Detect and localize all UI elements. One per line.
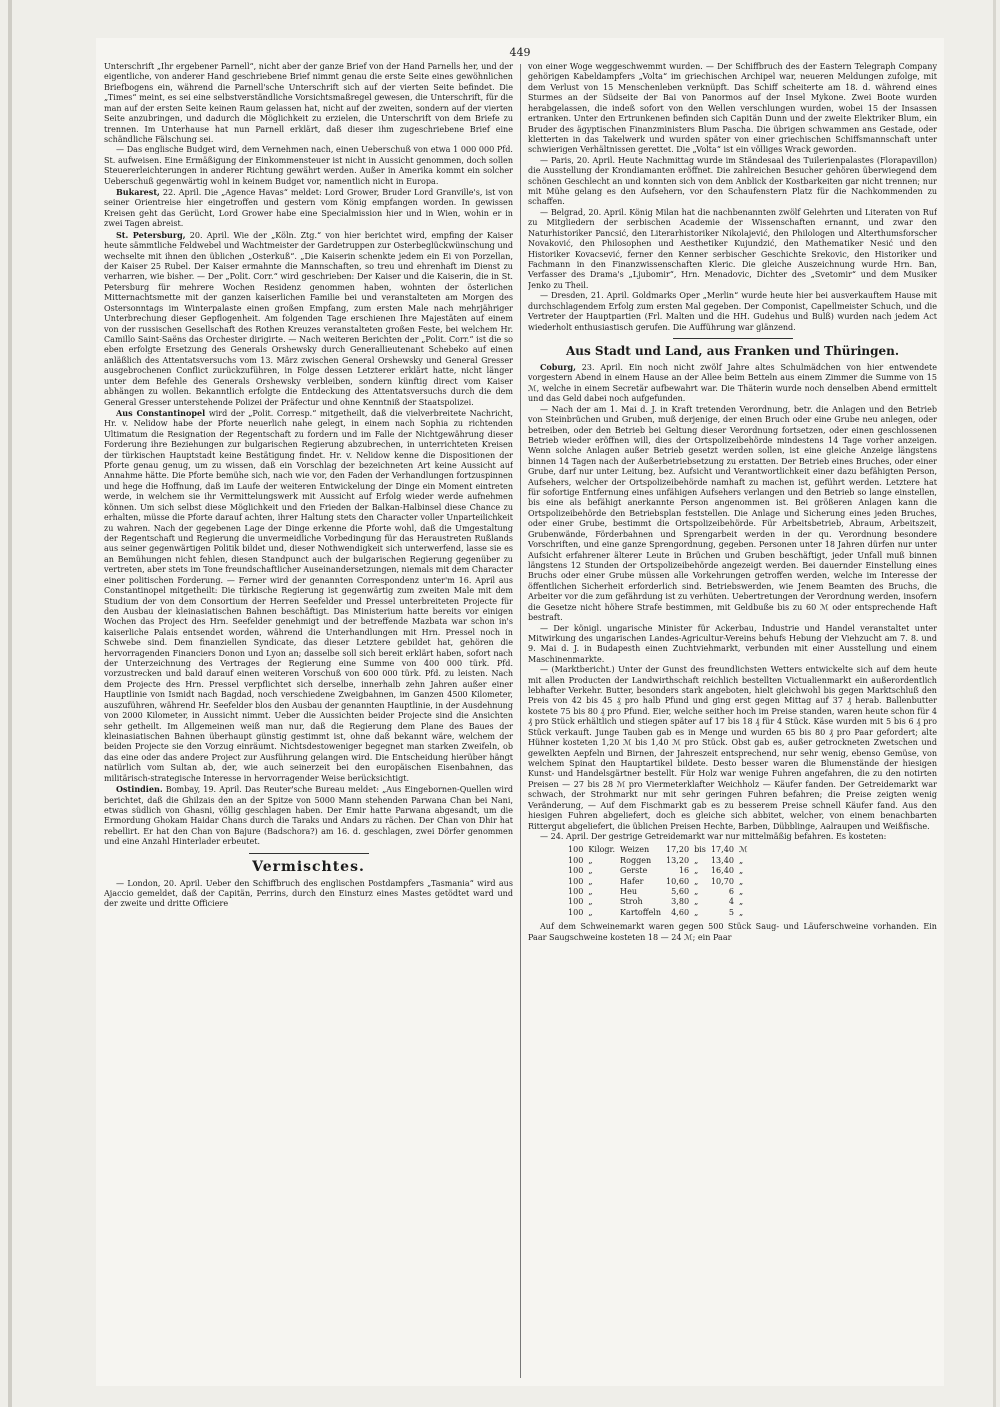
table-cell: Heu bbox=[620, 887, 638, 896]
article-text: Unterschrift „Ihr ergebener Parnell“, nicht aber der ganze Brief von der Hand Parnells her, und der eigentliche, von anderer Hand geschriebene Brief nimmt genau die erste Seite eines gewöhnlichen Briefbogens ein, während die Parnell'sche Unterschrift sich auf der vierten Seite befindet. Die „Times“ meint, es sei eine selbstverständliche Vorsichtsmaßregel gewesen, die Unterschrift, für die man auf der ersten Seite keinen Raum gelassen hat, nicht auf der zweiten, sondern auf der vierten Seite anzubringen, und dadurch die Möglichkeit zu erzielen, die Unterschrift von dem Briefe zu trennen. Im Unterhause hat nun Parnell erklärt, daß dieser ihm zugeschriebene Brief eine schändliche Fälschung sei. bbox=[104, 62, 513, 144]
table-cell: 16 bbox=[678, 866, 690, 876]
table-cell: 100 bbox=[568, 855, 584, 865]
table-cell: „ bbox=[694, 866, 699, 876]
table-cell: Gerste bbox=[620, 866, 648, 876]
article-text: Bombay, 19. April. Das Reuter'sche Bureau meldet: „Aus Eingebornen-Quellen wird berichtet, daß die Ghilzais den an der Spitze von 5000 Mann stehenden Parwana Chan bei Nani, etwas südlich von Ghasni, völlig geschlagen haben. Der Emir hatte Parwana abgesandt, um die Ermordung Ghokam Haidar Chans durch die Taraks und Andars zu rächen. Der Chan von Dhir hat rebellirt. Er hat den Chan von Bajure (Badschora?) am 16. d. geschlagen, zwei Dörfer genommen und eine Anzahl Hinterlader erbeutet. bbox=[104, 785, 513, 847]
table-row bbox=[568, 877, 753, 887]
table-cell: Kilogr. bbox=[588, 845, 616, 855]
table-cell: „ bbox=[588, 876, 593, 886]
section-rule bbox=[249, 853, 369, 854]
article-dateline: Bukarest, bbox=[116, 187, 160, 198]
table-cell: 5,60 bbox=[671, 887, 690, 896]
table-cell: 6 bbox=[728, 887, 734, 896]
table-cell: „ bbox=[694, 855, 699, 865]
article-text: 23. April. Ein noch nicht zwölf Jahre altes Schulmädchen von hier entwendete vorgestern Abend in einem Hause an der Allee beim Betteln aus einem Zimmer die Summe von 15 ℳ, welche in einem Secretär aufbewahrt war. Die Thäterin wurde noch denselben Abend ermittelt und das Geld dabei noch aufgefunden. bbox=[528, 362, 937, 404]
table-cell: 10,70 bbox=[710, 876, 734, 886]
table-cell: 100 bbox=[568, 876, 584, 886]
article-text: — 24. April. Der gestrige Getreidemarkt war nur mittelmäßig befahren. Es kosteten: bbox=[540, 831, 887, 841]
article-text: — Das englische Budget wird, dem Vernehmen nach, einen Ueberschuß von etwa 1 000 000 Pfd. St. aufweisen. Eine Ermäßigung der Einkommensteuer ist nicht in Aussicht genommen, doch sollen Steuererleichterungen in anderer Richtung gewährt werden. Außer in Amerika kommt ein solcher Ueberschuß gegenwärtig wohl in keinem Budget vor, namentlich nicht in Europa. bbox=[104, 145, 513, 186]
article-dateline: St. Petersburg, bbox=[116, 229, 186, 240]
table-cell: „ bbox=[694, 897, 699, 907]
table-cell: 17,20 bbox=[666, 845, 690, 855]
table-cell: „ bbox=[694, 887, 699, 896]
article-text: — Belgrad, 20. April. König Milan hat die nachbenannten zwölf Gelehrten und Literaten von Ruf zu Mitgliedern der serbischen Academie der Wissenschaften ernannt, und zwar den Naturhistoriker Pancsić, den Literarhistoriker Nikolajević, den Philologen und Alterthumsforscher Novaković, den Philosophen und Aesthetiker Kujundzić, den Mathematiker Nesić und den Historiker Kovacsević, ferner den Kenner serbischer Geschichte Srekovic, den Historiker und Fachmann in den Finanzwissenschaften Kleric. Die gleiche Auszeichnung wurde Hrn. Ban, Verfasser des Drama's „Ljubomir“, Hrn. Menadovic, Dichter des „Svetomir“ und dem Musiker Jenko zu Theil. bbox=[528, 207, 937, 290]
scan-edge-right bbox=[993, 0, 996, 1407]
table-cell: „ bbox=[738, 887, 744, 896]
table-cell: „ bbox=[738, 866, 744, 876]
article-paragraph bbox=[528, 832, 937, 842]
table-row bbox=[568, 887, 753, 897]
table-cell: 100 bbox=[568, 887, 584, 896]
article-paragraph bbox=[528, 922, 937, 943]
article-dateline: Aus Constantinopel bbox=[116, 407, 206, 418]
table-row bbox=[568, 897, 753, 907]
article-text: — Nach der am 1. Mai d. J. in Kraft tretenden Verordnung, betr. die Anlagen und den Betrieb von Steinbrüchen und Gruben, muß derjenige, der einen Bruch oder eine Grube neu anlegen, oder betreiben, oder den Betrieb bei Geltung dieser Verordnung fortsetzen, oder einen geschlossenen Betrieb wieder eröffnen will, dies der Ortspolizeibehörde mindestens 14 Tage vorher anzeigen. Wenn solche Anlagen außer Betrieb gesetzt werden sollen, ist eine gleiche Anzeige längstens binnen 14 Tagen nach der Außerbetriebsetzung zu erstatten. Der Betrieb eines Bruches, oder einer Grube, darf nur unter Leitung, bez. Aufsicht und Verantwortlichkeit einer dazu befähigten Person, Aufsehers, welcher der Ortspolizeibehörde namhaft zu machen ist, geführt werden. Letztere hat für sofortige Entfernung eines unfähigen Aufsehers verlangen und den Betrieb so lange einstellen, bis eine als befähigt anerkannte Person angenommen ist. Bei größeren Anlagen kann die Ortspolizeibehörde den Betriebsplan feststellen. Die Anlage und Sicherung eines jeden Bruches, oder einer Grube, bestimmt die Ortspolizeibehörde. Für Arbeitsbetrieb, Abraum, Arbeitszeit, Grubenwände, Förderbahnen und Sprengarbeit werden in der qu. Verordnung besondere Vorschriften, und eine ganze Sprengordnung, gegeben. Personen unter 18 Jahren dürfen nur unter Aufsicht erfahrener älterer Leute in Brüchen und Gruben beschäftigt, jeder Unfall muß binnen längstens 12 Stunden der Ortspolizeibehörde angezeigt werden. Bei dauernder Einstellung eines Bruchs oder einer Grube müssen alle Vorkehrungen getroffen werden, welche im Interesse der öffentlichen Sicherheit erforderlich sind. Betriebswerden, wie Jenem Beamten des Bruchs, die Arbeiter vor die zum gefährdung ist zu verhüten. Uebertretungen der Verordnung werden, insofern die Gesetze nicht höhere Strafe bestimmen, mit Geldbuße bis zu 60 ℳ oder entsprechende Haft bestraft. bbox=[528, 404, 937, 623]
table-cell: Hafer bbox=[620, 876, 644, 886]
column-divider bbox=[520, 64, 521, 1378]
table-row bbox=[568, 856, 753, 866]
table-cell: 100 bbox=[568, 845, 584, 855]
table-cell: „ bbox=[694, 907, 699, 917]
table-cell: 3,80 bbox=[671, 897, 690, 907]
article-paragraph bbox=[528, 291, 937, 333]
table-cell: „ bbox=[694, 876, 699, 886]
table-cell: Roggen bbox=[620, 855, 652, 865]
table-cell: ℳ bbox=[738, 845, 748, 855]
article-paragraph bbox=[104, 408, 513, 784]
article-text: — (Marktbericht.) Unter der Gunst des freundlichsten Wetters entwickelte sich auf dem heute mit allen Producten der Landwirthschaft reichlich bestellten Victualienmarkt ein außerordentlich lebhafter Verkehr. Butter, besonders stark angeboten, hielt gleichwohl bis gegen Marktschluß den Preis von 42 bis 45 ₰ pro halb Pfund und ging erst gegen Mittag auf 37 ₰ herab. Ballenbutter kostete 75 bis 80 ₰ pro Pfund. Eier, welche seither hoch im Preise standen, waren heute schon für 4 ₰ pro Stück erhältlich und stiegen später auf 17 bis 18 ₰ für 4 Stück. Käse wurden mit 5 bis 6 ₰ pro Stück verkauft. Junge Tauben gab es in Menge und wurden 65 bis 80 ₰ pro Paar gefordert; alte Hühner kosteten 1,20 ℳ bis 1,40 ℳ pro Stück. Obst gab es, außer getrockneten Zwetschen und gewelkten Aepfeln und Birnen, der Jahreszeit entsprechend, nur sehr wenig, ebenso Gemüse, von welchem Spinat den Hauptartikel bildete. Desto besser waren die Blumenstände der hiesigen Kunst- und Handelsgärtner bestellt. Für Holz war wenige Fuhren angefahren, die zu den notirten Preisen — 27 bis 28 ℳ pro Viermeterklafter Weichholz — Käufer fanden. Der Getreidemarkt war schwach, der Strohmarkt nur mit sehr geringen Fuhren befahren; die Preise zeigten wenig Veränderung, — Auf dem Fischmarkt gab es zu besserem Preise schnell Käufer fand. Aus den hiesigen Fuhren abgeliefert, doch es gleiche sich abbitet, welcher, von einem benachbarten Rittergut abgeliefert, die üblichen Preisen Hechte, Barben, Dübblinge, Aalraupen und Weißfische. bbox=[528, 665, 937, 831]
table-cell: 13,20 bbox=[666, 855, 690, 865]
table-cell: „ bbox=[738, 855, 744, 865]
article-text: — Paris, 20. April. Heute Nachmittag wurde im Ständesaal des Tuilerienpalastes (Florapavillon) die Ausstellung der Krondiamanten eröffnet. Die zahlreichen Besucher gehören überwiegend dem schönen Geschlecht an und konnten sich von dem Anblick der Kostbarkeiten gar nicht trennen; nur mit Mühe gelang es den Aufsehern, vor den Schaufenstern Platz für die Nachkommenden zu schaffen. bbox=[528, 155, 937, 207]
table-cell: 100 bbox=[568, 866, 584, 876]
article-paragraph bbox=[528, 208, 937, 291]
article-paragraph bbox=[528, 405, 937, 624]
article-paragraph bbox=[528, 156, 937, 208]
article-text: — Dresden, 21. April. Goldmarks Oper „Merlin“ wurde heute hier bei ausverkauftem Hause mit durchschlagendem Erfolg zum ersten Mal gegeben. Der Componist, Capellmeister Schuch, und die Vertreter der Hauptpartien (Frl. Malten und die HH. Gudehus und Bulß) wurden nach jedem Act wiederholt enthusiastisch gerufen. Die Aufführung war glänzend. bbox=[528, 291, 937, 332]
article-paragraph bbox=[104, 62, 513, 145]
left-column bbox=[104, 62, 513, 1378]
table-row bbox=[568, 866, 753, 876]
table-cell: „ bbox=[738, 897, 744, 907]
table-cell: Weizen bbox=[620, 845, 650, 855]
article-text: — Der königl. ungarische Minister für Ackerbau, Industrie und Handel veranstaltet unter Mitwirkung des ungarischen Landes-Agricultur-Vereins behufs Hebung der Viehzucht am 7. 8. und 9. Mai d. J. in Budapesth einen Zuchtviehmarkt, verbunden mit einer Ausstellung und einem Maschinenmarkte. bbox=[528, 623, 937, 664]
right-column bbox=[528, 62, 937, 1378]
table-row bbox=[568, 845, 753, 855]
article-text: — London, 20. April. Ueber den Schiffbruch des englischen Postdampfers „Tasmania“ wird aus Ajaccio gemeldet, daß der Capitän, Perrins, durch den Einsturz eines Mastes getödtet ward und der zweite und dritte Officiere bbox=[104, 878, 513, 909]
table-cell: 100 bbox=[568, 897, 584, 907]
table-cell: 13,40 bbox=[710, 855, 734, 865]
article-dateline: Coburg, bbox=[540, 361, 576, 372]
page-number: 449 bbox=[509, 46, 531, 59]
table-cell: „ bbox=[588, 887, 593, 896]
table-cell: „ bbox=[588, 907, 593, 917]
table-cell: 17,40 bbox=[710, 845, 734, 855]
section-heading: Vermischtes. bbox=[252, 858, 365, 875]
article-paragraph bbox=[104, 145, 513, 187]
article-text: 20. April. Wie der „Köln. Ztg.“ von hier berichtet wird, empfing der Kaiser heute sämmtliche Feldwebel und Wachtmeister der Gardetruppen zur Osterbeglückwünschung und wechselte mit ihnen den üblichen „Osterkuß“. „Die Kaiserin schenkte jedem ein Ei von Porzellan, der Kaiser 25 Rubel. Der Kaiser ermahnte die Mannschaften, so treu und ehrenhaft im Dienst zu verharren, wie bisher. — Der „Polit. Corr.“ wird geschrieben: Der Kaiser und die Kaiserin, die in St. Petersburg für mehrere Wochen Residenz genommen haben, wohnten der österlichen Mitternachtsmette mit der ganzen kaiserlichen Familie bei und veranstalteten am Morgen des Ostersonntags im Winterpalaste einen großen Empfang, zum ersten Male nach mehrjähriger Unterbrechung dieser Gepflogenheit. Am folgenden Tage erschienen Ihre Majestäten auf einem von der russischen Gesellschaft des Rothen Kreuzes veranstalteten großen Feste, bei welchem Hr. Camillo Saint-Saëns das Orchester dirigirte. — Nach weiteren Berichten der „Polit. Corr.“ ist die so eben erfolgte Ersetzung des Generals Orshewsky durch Generallieutenant Schebeko auf einen anläßlich des Attentatsversuchs vom 13. März zwischen General Orshewsky und General Gresser ausgebrochenen Conflict zurückzuführen, in Folge dessen Letzterer erklärt hatte, nicht länger unter dem Befehle des Generals Orshewsky verbleiben, sondern künftig direct vom Kaiser abhängen zu wollen. Bekanntlich erfolgte die Entdeckung des Attentatsversuchs durch die dem General Gresser unterstehende Polizei der Präfectur und ohne Kenntniß der Staatspolizei. bbox=[104, 230, 513, 407]
table-cell: Stroh bbox=[620, 897, 643, 907]
table-cell: 16,40 bbox=[710, 866, 734, 876]
table-row bbox=[568, 908, 753, 918]
article-paragraph bbox=[104, 784, 513, 848]
article-paragraph bbox=[528, 665, 937, 832]
grain-price-table bbox=[568, 845, 753, 918]
article-text: wird der „Polit. Corresp.“ mitgetheilt, daß die vielverbreitete Nachricht, Hr. v. Nelidow habe der Pforte neuerlich nahe gelegt, in einem nach Sophia zu richtenden Ultimatum die Resignation der Regentschaft zu fordern und im Falle der Nichtgewährung dieser Forderung ihre Beziehungen zur bulgarischen Regierung abzubrechen, in unterrichteten Kreisen der türkischen Hauptstadt keine Bestätigung findet. Hr. v. Nelidow kenne die Dispositionen der Pforte genau genug, um zu wissen, daß ein Vorschlag der bezeichneten Art keine Aussicht auf Annahme hätte. Die Pforte bemühe sich, nach wie vor, den Faden der Verhandlungen fortzuspinnen und hege die Hoffnung, daß im Laufe der weiteren Entwickelung der Dinge ein Moment eintreten werde, in welchem sie ihr Vermittelungswerk mit Aussicht auf Erfolg wieder werde aufnehmen können. Um sich selbst diese Möglichkeit und den Frieden der Balkan-Halbinsel diese Chance zu erhalten, müsse die Pforte darauf achten, ihrer Haltung stets den Character voller Unparteilichkeit zu wahren. Nach der gegebenen Lage der Dinge erkenne die Pforte wohl, daß die Umgestaltung der Regentschaft und Regierung die unvermeidliche Vorbedingung für das Heraustreten Rußlands aus seiner gegenwärtigen Politik bildet und, dieser Nothwendigkeit sich unterwerfend, lasse sie es an Bemühungen nicht fehlen, diesen Standpunct auch der bulgarischen Regierung gegenüber zu vertreten, aber stets im Tone freundschaftlicher Auseinandersetzungen, niemals mit dem Character einer politischen Forderung. — Ferner wird der genannten Correspondenz unter'm 16. April aus Constantinopel mitgetheilt: Die türkische Regierung ist gegenwärtig zum zweiten Male mit dem Studium der von dem Consortium der Herren Seefelder und Pressel unterbreiteten Projecte für den Ausbau der kleinasiatischen Bahnen beschäftigt. Das Ministerium hatte bereits vor einigen Wochen das Project des Hrn. Seefelder genehmigt und der betreffende Mazbata war schon in's kaiserliche Palais entsendet worden, während die Unterhandlungen mit Hrn. Pressel noch in Schwebe sind. Dem finanziellen Syndicate, das dieser Letztere gebildet hat, gehören die hervorragenden Financiers Donon und Lyon an; dasselbe soll sich bereit erklärt haben, sofort nach der Unterzeichnung des Vertrages der Regierung eine Summe von 400 000 türk. Pfd. vorzustrecken und bald darauf einen weiteren Vorschuß von 600 000 türk. Pfd. zu leisten. Nach dem Projecte des Hrn. Pressel verpflichtet sich derselbe, innerhalb zehn Jahren außer einer Hauptlinie von Ismidt nach Bagdad, noch verschiedene Zweigbahnen, im Ganzen 4500 Kilometer, auszuführen, während Hr. Seefelder blos den Ausbau der genannten Hauptlinie, in der Ausdehnung von 2000 Kilometer, in Aussicht nimmt. Ueber die Aussichten beider Projecte sind die Ansichten sehr getheilt. Im Allgemeinen weiß man nur, daß die Regierung dem Plane des Baues der kleinasiatischen Bahnen überhaupt günstig gestimmt ist, ohne daß bekannt wäre, welchem der beiden Projecte sie den Vorzug einräumt. Nichtsdestoweniger begegnet man starken Zweifeln, ob das eine oder das andere Project zur Ausführung gelangen wird. Die Entscheidung hierüber hängt natürlich vom Sultan ab, der, wie auch seinerzeit bei den europäischen Eisenbahnen, das militärisch-strategische Interesse in hervorragender Weise berücksichtigt. bbox=[104, 408, 513, 783]
table-cell: 100 bbox=[568, 907, 584, 917]
article-paragraph bbox=[104, 230, 513, 408]
newspaper-page bbox=[96, 38, 944, 1386]
scan-edge-left bbox=[8, 0, 12, 1407]
table-cell: „ bbox=[588, 897, 593, 907]
table-cell: 5 bbox=[728, 907, 734, 917]
article-text: von einer Woge weggeschwemmt wurden. — Der Schiffbruch des der Eastern Telegraph Company gehörigen Kabeldampfers „Volta“ im griechischen Archipel war, neueren Meldungen zufolge, mit dem Verlust von 15 Menschenleben verknüpft. Das Schiff scheiterte am 18. d. während eines Sturmes an der Südseite der Bai von Panormos auf der Insel Mykone. Zwei Boote wurden herabgelassen, die indeß sofort von den Wellen verschlungen wurden, wobei 15 der Insassen ertranken. Unter den Ertrunkenen befinden sich Capitän Dunn und der zweite Elektriker Blum, ein Bruder des ägyptischen Finanzministers Blum Pascha. Die übrigen schwammen ans Gestade, oder kletterten in das Takelwerk und wurden später von einer griechischen Schiffsmannschaft unter schwierigen Verhältnissen gerettet. Die „Volta“ ist ein völliges Wrack geworden. bbox=[528, 62, 937, 155]
table-cell: „ bbox=[588, 855, 593, 865]
section-heading: Aus Stadt und Land, aus Franken und Thüringen. bbox=[565, 343, 900, 358]
article-paragraph bbox=[528, 624, 937, 666]
table-cell: Kartoffeln bbox=[620, 907, 662, 917]
section-rule bbox=[673, 338, 793, 339]
article-paragraph bbox=[528, 362, 937, 405]
article-paragraph bbox=[528, 62, 937, 156]
table-cell: 4,60 bbox=[671, 907, 690, 917]
table-cell: bis bbox=[694, 845, 706, 855]
article-text: 22. April. Die „Agence Havas“ meldet: Lord Grower, Bruder Lord Granville's, ist von seiner Orientreise hier eingetroffen und gestern vom König empfangen worden. In gewissen Kreisen geht das Gerücht, Lord Grower habe eine Specialmission hier und in Wien, wohin er in zwei Tagen abreist. bbox=[104, 188, 513, 229]
article-text: Auf dem Schweinemarkt waren gegen 500 Stück Saug- und Läuferschweine vorhanden. Ein Paar Saugschweine kosteten 18 — 24 ℳ; ein Paar bbox=[528, 922, 937, 942]
table-cell: 10,60 bbox=[666, 876, 690, 886]
table-cell: „ bbox=[738, 876, 744, 886]
table-cell: 4 bbox=[728, 897, 734, 907]
table-cell: „ bbox=[738, 907, 744, 917]
article-paragraph bbox=[104, 879, 513, 910]
table-cell: „ bbox=[588, 866, 593, 876]
article-paragraph bbox=[104, 187, 513, 230]
article-dateline: Ostindien. bbox=[116, 784, 163, 795]
